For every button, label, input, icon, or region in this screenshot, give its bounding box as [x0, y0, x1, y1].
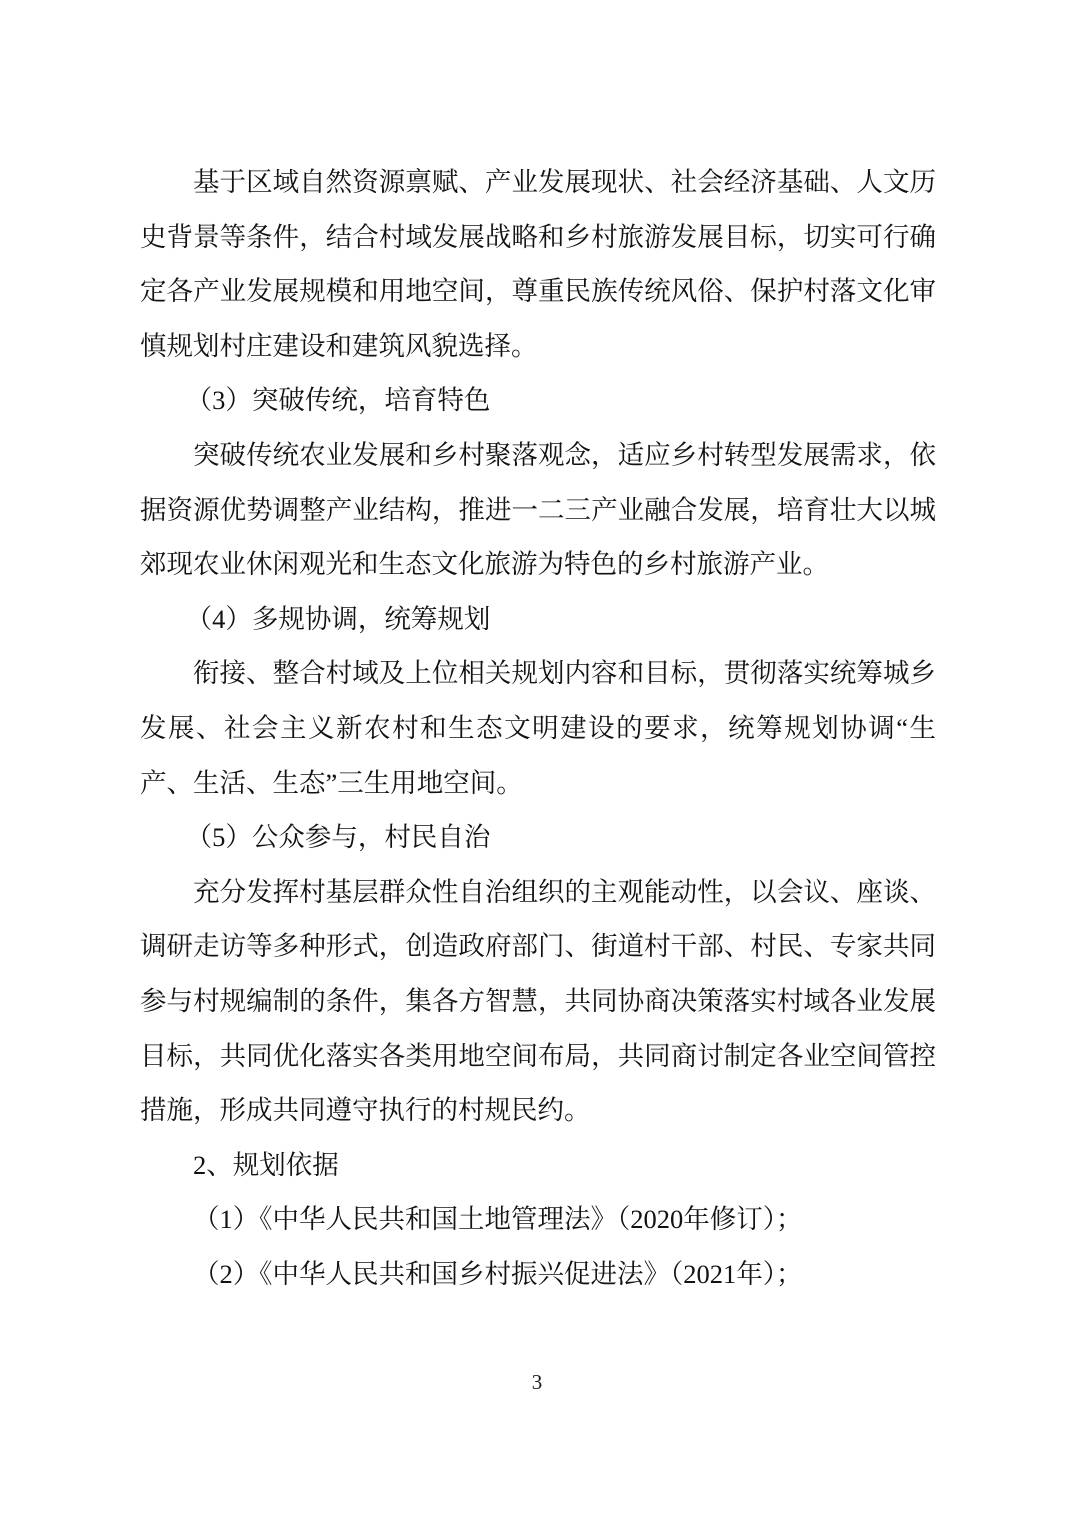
- document-body: [140, 155, 936, 1301]
- section-5-heading: （5）公众参与，村民自治: [185, 822, 491, 853]
- section-3-paragraph: 突破传统农业发展和乡村聚落观念，适应乡村转型发展需求，依据资源优势调整产业结构，推进一二三产业融合发展，培育壮大以城郊现农业休闲观光和生态文化旅游为特色的乡村旅游产业。: [140, 439, 936, 580]
- section-3-heading: （3）突破传统，培育特色: [185, 385, 491, 416]
- basis-item-1: （1）《中华人民共和国土地管理法》（2020年修订）；: [193, 1204, 803, 1235]
- intro-paragraph: 基于区域自然资源禀赋、产业发展现状、社会经济基础、人文历史背景等条件，结合村域发展战略和乡村旅游发展目标，切实可行确定各产业发展规模和用地空间，尊重民族传统风俗、保护村落文化审慎规划村庄建设和建筑风貌选择。: [140, 167, 936, 361]
- section-4-paragraph: 衔接、整合村域及上位相关规划内容和目标，贯彻落实统筹城乡发展、社会主义新农村和生态文明建设的要求，统筹规划协调“生产、生活、生态”三生用地空间。: [140, 658, 936, 798]
- section-4-heading: （4）多规协调，统筹规划: [185, 603, 491, 634]
- basis-item-2: （2）《中华人民共和国乡村振兴促进法》（2021年）；: [193, 1258, 803, 1289]
- page-number: 3: [531, 1370, 543, 1394]
- section-5-paragraph: 充分发挥村基层群众性自治组织的主观能动性，以会议、座谈、调研走访等多种形式，创造政府部门、街道村干部、村民、专家共同参与村规编制的条件，集各方智慧，共同协商决策落实村域各业发展目标，共同优化落实各类用地空间布局，共同商讨制定各业空间管控措施，形成共同遵守执行的村规民约。: [140, 876, 936, 1126]
- planning-basis-heading: 2、规划依据: [193, 1149, 339, 1180]
